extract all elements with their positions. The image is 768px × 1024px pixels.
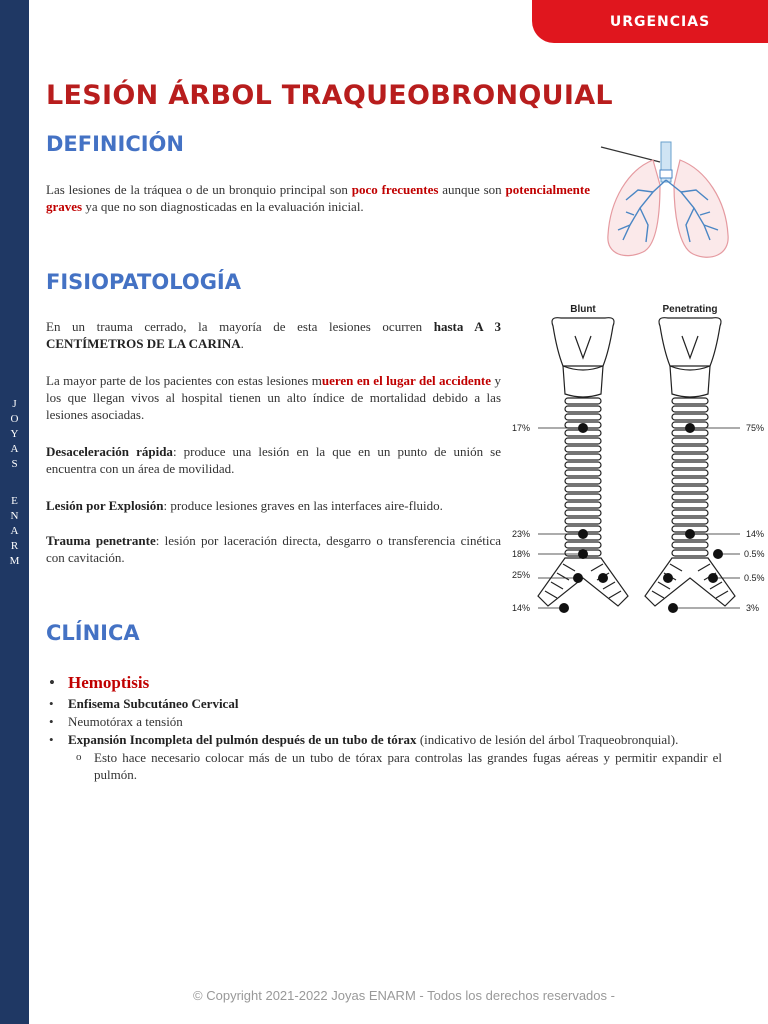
blunt-marker-4 bbox=[573, 573, 583, 583]
list-item-expansion: • Expansión Incompleta del pulmón después de un tubo de tórax (indicativo de lesión del árbol Traqueobronquial). bbox=[49, 732, 679, 747]
blunt-label: Blunt bbox=[570, 304, 596, 315]
penetrating-marker-5 bbox=[668, 603, 678, 613]
trachea-penetrating bbox=[645, 318, 735, 606]
clinica-list bbox=[46, 672, 722, 783]
sub-item-tubo: o Esto hace necesario colocar más de un tubo de tórax para controlas las grandes fugas aéreas y permitir expandir el pulmón. bbox=[76, 750, 722, 782]
blunt-marker-2 bbox=[578, 529, 588, 539]
blunt-marker-5 bbox=[559, 603, 569, 613]
section-badge-label: URGENCIAS bbox=[609, 13, 711, 30]
trachea-blunt bbox=[538, 318, 628, 606]
blunt-pct-1: 17% bbox=[512, 423, 531, 433]
penetrating-pct-5: 3% bbox=[746, 603, 760, 613]
penetrating-marker-6 bbox=[663, 573, 673, 583]
heading-definicion: DEFINICIÓN bbox=[46, 132, 184, 156]
fisio-paragraph-4: Lesión por Explosión: produce lesiones graves en las interfaces aire-fluido. bbox=[46, 498, 443, 513]
blunt-marker-6 bbox=[598, 573, 608, 583]
section-badge bbox=[532, 0, 768, 43]
heading-fisiopatologia: FISIOPATOLOGÍA bbox=[46, 270, 241, 294]
list-item-neumotorax: • Neumotórax a tensión bbox=[49, 714, 183, 729]
penetrating-pct-2: 14% bbox=[746, 529, 765, 539]
heading-clinica: CLÍNICA bbox=[46, 621, 140, 645]
penetrating-label: Penetrating bbox=[662, 304, 718, 315]
blunt-pct-4: 25% bbox=[512, 570, 531, 580]
fisio-paragraph-2: La mayor parte de los pacientes con estas lesiones mueren en el lugar del accidente y los que llegan vivos al hospital tienen un alto índice de mortalidad debido a las lesiones asociadas. bbox=[46, 373, 502, 422]
penetrating-marker-3 bbox=[713, 549, 723, 559]
penetrating-pct-1: 75% bbox=[746, 423, 765, 433]
blunt-marker-1 bbox=[578, 423, 588, 433]
blunt-marker-3 bbox=[578, 549, 588, 559]
list-item-hemoptisis: • Hemoptisis bbox=[49, 673, 150, 692]
fisio-paragraph-1: En un trauma cerrado, la mayoría de esta lesiones ocurren hasta A 3 CENTÍMETROS DE LA CARINA. bbox=[46, 319, 501, 351]
penetrating-pct-4: 0.5% bbox=[744, 573, 765, 583]
fisio-paragraph-5: Trauma penetrante: lesión por laceración directa, desgarro o transferencia cinética con cavitación. bbox=[46, 533, 501, 565]
lungs-illustration bbox=[598, 130, 738, 265]
penetrating-marker-2 bbox=[685, 529, 695, 539]
page-title: LESIÓN ÁRBOL TRAQUEOBRONQUIAL bbox=[46, 80, 613, 111]
list-item-enfisema: • Enfisema Subcutáneo Cervical bbox=[49, 696, 239, 711]
fisio-paragraph-3: Desaceleración rápida: produce una lesión en la que en un punto de unión se encuentra con un área de movilidad. bbox=[46, 444, 501, 476]
trachea-injury-diagram bbox=[508, 296, 768, 624]
definicion-paragraph: Las lesiones de la tráquea o de un bronquio principal son poco frecuentes aunque son potencialmente graves ya que no son diagnosticadas en la evaluación inicial. bbox=[46, 182, 591, 214]
penetrating-pct-3: 0.5% bbox=[744, 549, 765, 559]
penetrating-marker-4 bbox=[708, 573, 718, 583]
blunt-pct-2: 23% bbox=[512, 529, 531, 539]
sidebar-brand-vertical: J O Y A S E N A R M bbox=[9, 398, 20, 567]
blunt-pct-5: 14% bbox=[512, 603, 531, 613]
penetrating-marker-1 bbox=[685, 423, 695, 433]
footer-copyright: © Copyright 2021-2022 Joyas ENARM - Todos los derechos reservados - bbox=[193, 988, 615, 1003]
blunt-pct-3: 18% bbox=[512, 549, 531, 559]
